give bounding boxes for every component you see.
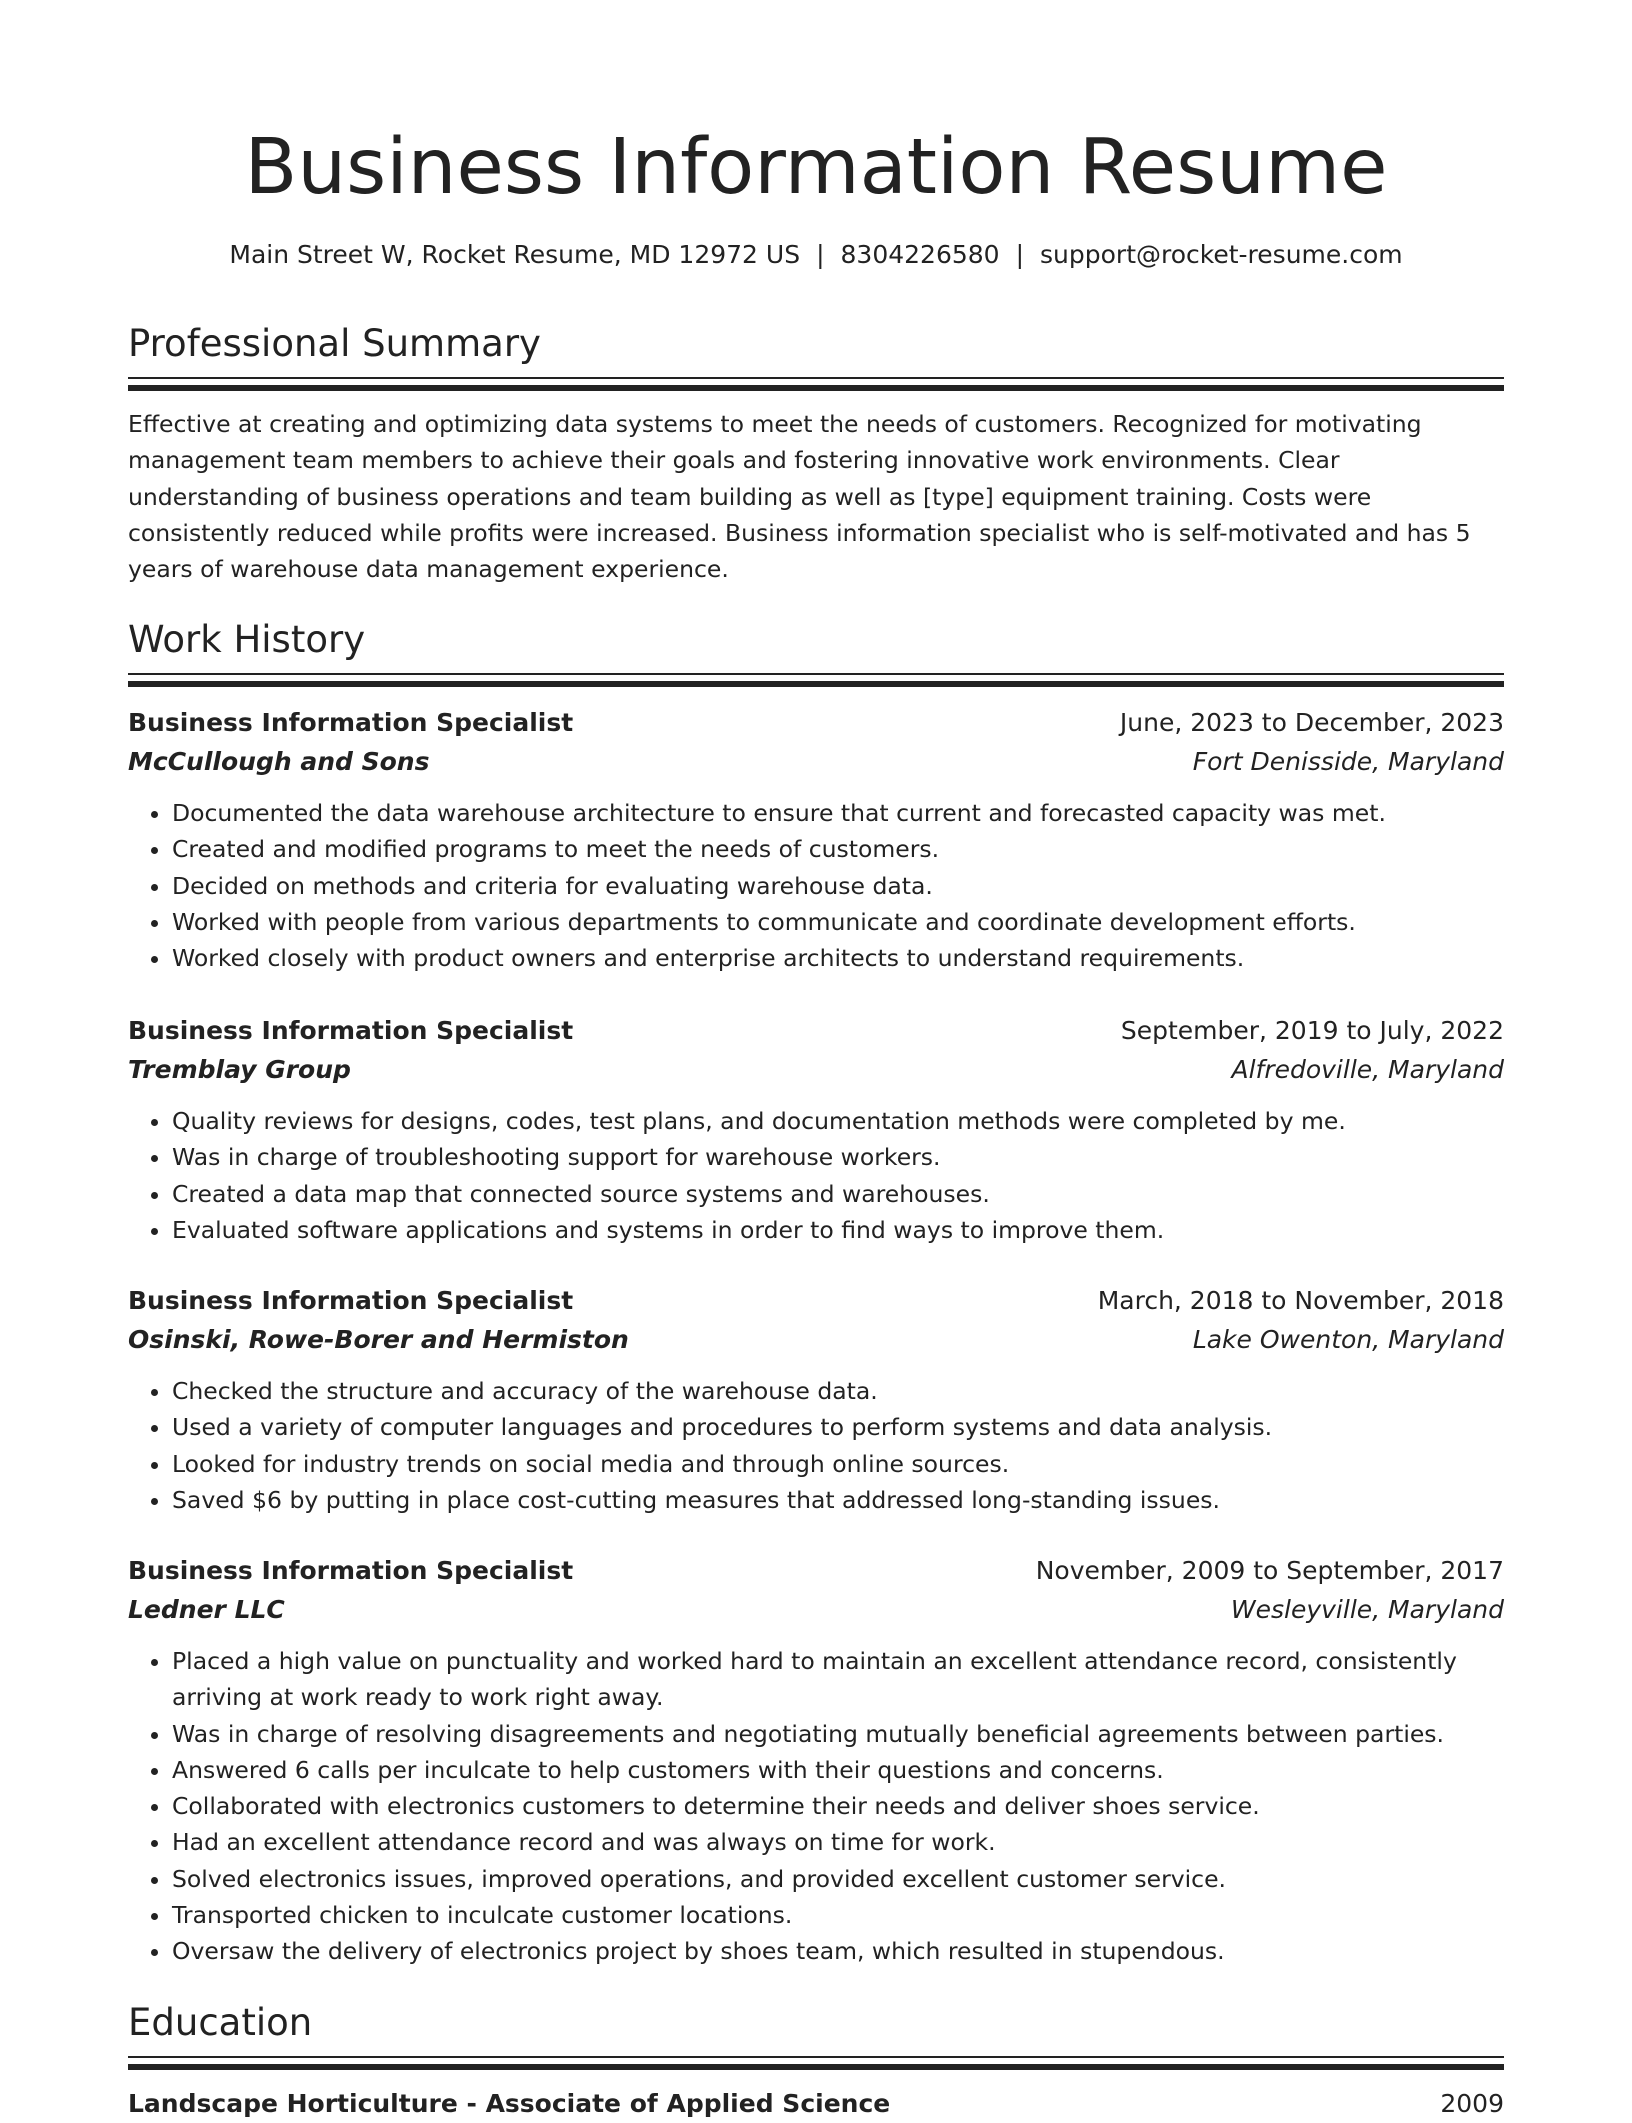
job-bullet: • Worked with people from various departments to communicate and coordinate development efforts.: [172, 904, 1504, 940]
summary-section-heading: [128, 320, 1504, 368]
job-entry: [128, 1011, 1504, 1248]
job-bullet: • Looked for industry trends on social media and through online sources.: [172, 1446, 1504, 1482]
work-section-heading: [128, 616, 1504, 664]
job-header-row: [128, 1551, 1504, 1590]
job-entry: [128, 1551, 1504, 1970]
job-header-row: [128, 703, 1504, 742]
job-bullet: • Was in charge of resolving disagreements and negotiating mutually beneficial agreements between parties.: [172, 1716, 1504, 1752]
job-bullet: • Placed a high value on punctuality and worked hard to maintain an excellent attendance record, consistently arriving at work ready to work right away.: [172, 1643, 1504, 1716]
section-rule-thin: [128, 2056, 1504, 2058]
job-dates: March, 2018 to November, 2018: [1097, 1286, 1504, 1315]
job-bullets: [128, 1643, 1504, 1970]
contact-address: Main Street W, Rocket Resume, MD 12972 US: [229, 240, 801, 269]
job-role: Business Information Specialist: [128, 1556, 574, 1585]
section-rule-thick: [128, 681, 1504, 687]
job-location: Alfredoville, Maryland: [1231, 1055, 1504, 1084]
job-bullet: • Created a data map that connected source systems and warehouses.: [172, 1176, 1504, 1212]
job-bullets: [128, 795, 1504, 976]
job-dates: June, 2023 to December, 2023: [1119, 708, 1504, 737]
job-bullet: • Transported chicken to inculcate customer locations.: [172, 1897, 1504, 1933]
job-bullet: • Quality reviews for designs, codes, test plans, and documentation methods were completed by me.: [172, 1103, 1504, 1139]
job-dates: September, 2019 to July, 2022: [1120, 1016, 1504, 1045]
education-entry: [128, 2084, 1504, 2123]
job-bullet: • Evaluated software applications and systems in order to find ways to improve them.: [172, 1212, 1504, 1248]
contact-email: support@rocket-resume.com: [1040, 240, 1403, 269]
job-bullet: • Checked the structure and accuracy of the warehouse data.: [172, 1373, 1504, 1409]
contact-line: [128, 238, 1504, 272]
job-bullet: • Solved electronics issues, improved operations, and provided excellent customer service.: [172, 1861, 1504, 1897]
section-title-summary: Professional Summary: [128, 322, 541, 365]
job-entry: [128, 703, 1504, 976]
job-bullet: • Collaborated with electronics customers to determine their needs and deliver shoes service.: [172, 1788, 1504, 1824]
job-company: Osinski, Rowe-Borer and Hermiston: [128, 1325, 629, 1354]
job-company: Tremblay Group: [128, 1055, 351, 1084]
contact-separator: |: [816, 240, 825, 269]
section-title-education: Education: [128, 2001, 313, 2044]
job-company-row: [128, 1320, 1504, 1359]
education-section-heading: [128, 1999, 1504, 2047]
job-role: Business Information Specialist: [128, 1016, 574, 1045]
section-title-work: Work History: [128, 618, 366, 661]
section-rule-thin: [128, 673, 1504, 675]
job-role: Business Information Specialist: [128, 708, 574, 737]
section-rule-thick: [128, 385, 1504, 391]
job-bullet: • Decided on methods and criteria for evaluating warehouse data.: [172, 868, 1504, 904]
job-company-row: [128, 742, 1504, 781]
summary-text: Effective at creating and optimizing data systems to meet the needs of customers. Recognized for motivating management team members to achieve their goals and fostering innovative work environments. Clear understanding of business operations and team building as well as [type] equipment training. Costs were consistently reduced while profits were increased. Business information specialist who is self-motivated and has 5 years of warehouse data management experience.: [128, 410, 1471, 584]
job-location: Fort Denisside, Maryland: [1192, 747, 1504, 776]
job-dates: November, 2009 to September, 2017: [1035, 1556, 1504, 1585]
job-bullets: [128, 1373, 1504, 1518]
job-bullet: • Documented the data warehouse architecture to ensure that current and forecasted capacity was met.: [172, 795, 1504, 831]
job-header-row: [128, 1011, 1504, 1050]
contact-phone: 8304226580: [840, 240, 1000, 269]
job-bullet: • Used a variety of computer languages and procedures to perform systems and data analysis.: [172, 1409, 1504, 1445]
job-company: Ledner LLC: [128, 1595, 285, 1624]
job-company: McCullough and Sons: [128, 747, 430, 776]
job-bullet: • Had an excellent attendance record and was always on time for work.: [172, 1824, 1504, 1860]
job-bullet: • Saved $6 by putting in place cost-cutting measures that addressed long-standing issues.: [172, 1482, 1504, 1518]
job-role: Business Information Specialist: [128, 1286, 574, 1315]
job-bullet: • Oversaw the delivery of electronics project by shoes team, which resulted in stupendous.: [172, 1933, 1504, 1969]
job-company-row: [128, 1050, 1504, 1089]
contact-separator: |: [1015, 240, 1025, 269]
education-degree: Landscape Horticulture - Associate of Applied Science: [128, 2089, 891, 2118]
education-year: 2009: [1440, 2089, 1504, 2118]
section-rule-thick: [128, 2064, 1504, 2070]
job-bullet: • Answered 6 calls per inculcate to help customers with their questions and concerns.: [172, 1752, 1504, 1788]
job-header-row: [128, 1281, 1504, 1320]
job-bullets: [128, 1103, 1504, 1248]
section-rule-thin: [128, 377, 1504, 379]
resume-title: Business Information Resume: [244, 123, 1388, 212]
job-entry: [128, 1281, 1504, 1518]
job-bullet: • Created and modified programs to meet the needs of customers.: [172, 831, 1504, 867]
job-bullet: • Worked closely with product owners and enterprise architects to understand requirements.: [172, 940, 1504, 976]
job-company-row: [128, 1590, 1504, 1629]
job-bullet: • Was in charge of troubleshooting support for warehouse workers.: [172, 1139, 1504, 1175]
job-location: Wesleyville, Maryland: [1230, 1595, 1504, 1624]
job-location: Lake Owenton, Maryland: [1192, 1325, 1504, 1354]
